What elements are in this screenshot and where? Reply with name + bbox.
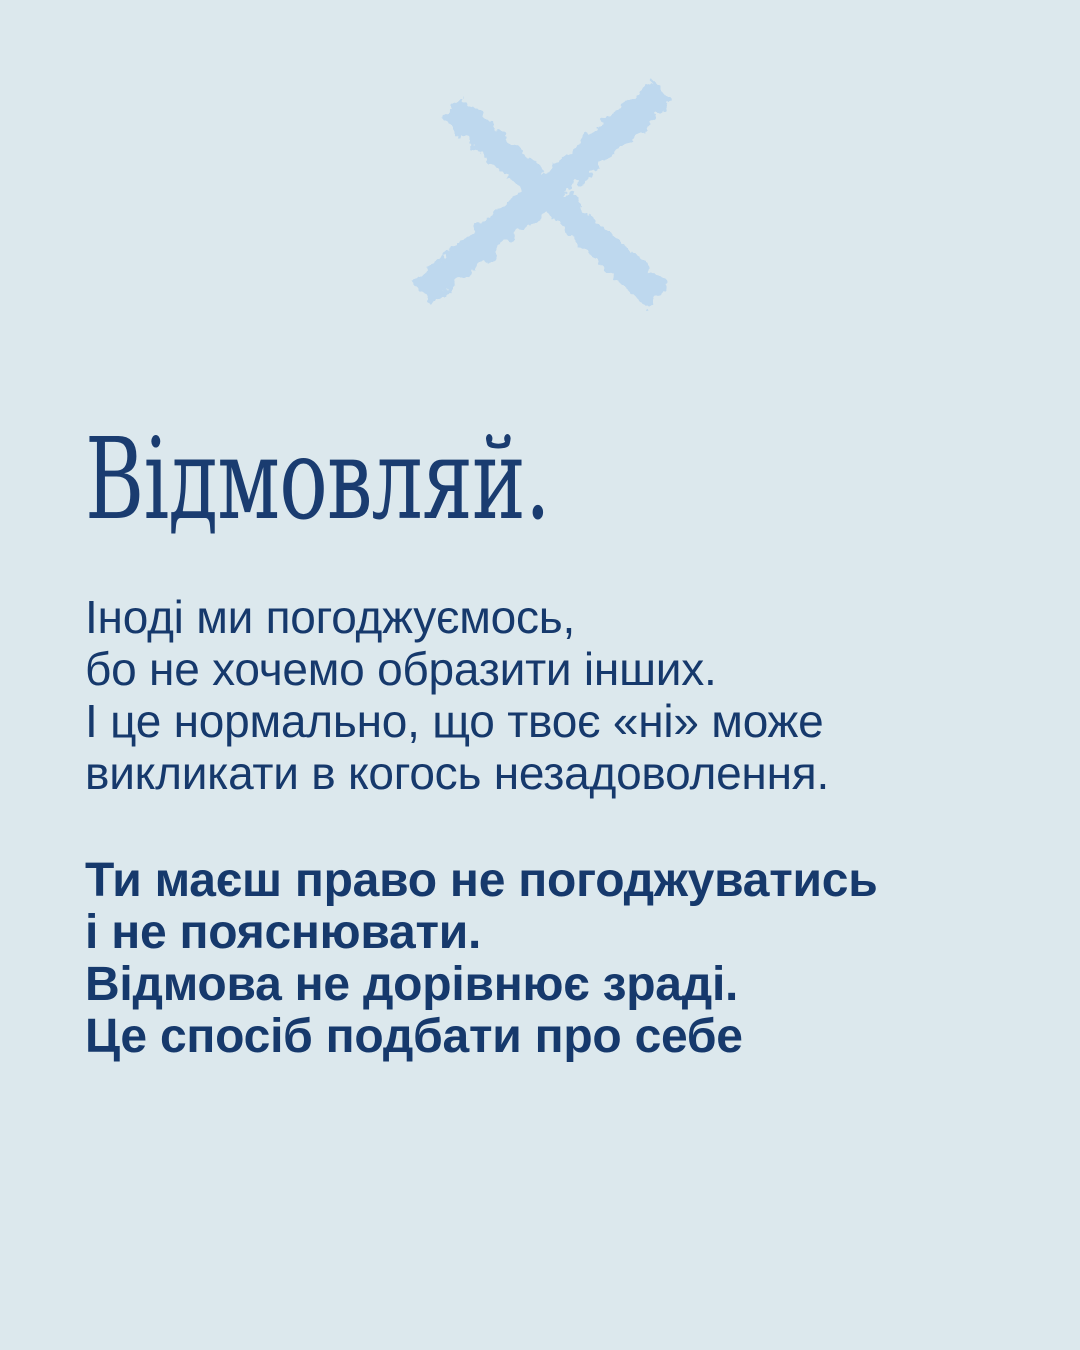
emphasis-paragraph: Ти маєш право не погоджуватись і не пояснювати. Відмова не дорівнює зраді. Це спосіб подбати про себе [85,854,878,1063]
poster-title: Відмовляй. [85,415,550,545]
x-brush-mark-icon [403,76,687,320]
x-strokes [423,92,663,298]
intro-paragraph: Іноді ми погоджуємось, бо не хочемо образити інших. І це нормально, що твоє «ні» може викликати в когось незадоволення. [85,591,829,799]
